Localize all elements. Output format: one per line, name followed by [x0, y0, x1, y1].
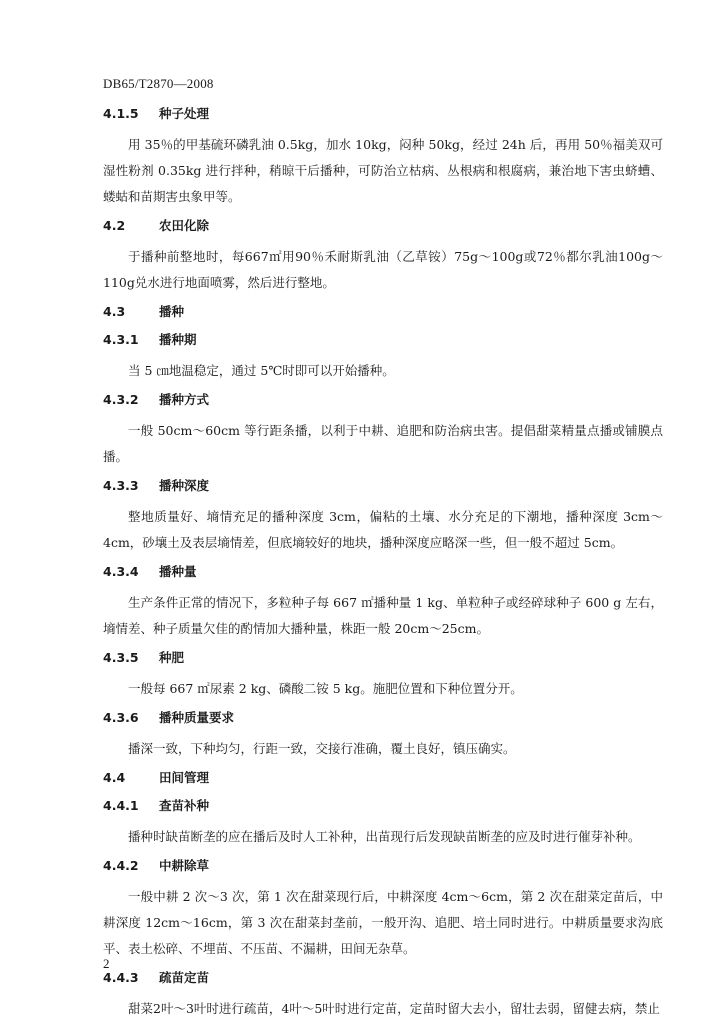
- section-number: 4.2: [103, 218, 126, 233]
- section-title: 播种质量要求: [159, 710, 235, 725]
- section-heading: [103, 796, 663, 815]
- paragraph: 甜菜2叶～3叶时进行疏苗，4叶～5叶时进行定苗，定苗时留大去小，留壮去弱，留健去病，禁止: [128, 1001, 660, 1016]
- section-number: 4.3.5: [103, 650, 139, 665]
- paragraph: 于播种前整地时，每667㎡用90％禾耐斯乳油（乙草铵）75g～100g或72％都尔乳油100g～110g兑水进行地面喷雾，然后进行整地。: [103, 249, 663, 290]
- section-title: 种子处理: [159, 106, 210, 121]
- section-title: 播种方式: [159, 392, 210, 407]
- paragraph: 一般中耕 2 次～3 次，第 1 次在甜菜现行后，中耕深度 4cm～6cm，第 2 次在甜菜定苗后，中耕深度 12cm～16cm，第 3 次在甜菜封垄前，一般开沟、追肥、培土同时进行。中耕质量要求沟底平、表土松碎、不埋苗、不压苗、不漏耕，田间无杂草。: [103, 889, 663, 956]
- paragraph: 生产条件正常的情况下，多粒种子每 667 ㎡播种量 1 kg、单粒种子或经碎球种子 600 g 左右，墒情差、种子质量欠佳的酌情加大播种量，株距一般 20cm～25cm。: [103, 595, 663, 636]
- section-number: 4.4.3: [103, 970, 139, 985]
- section-number: 4.4.2: [103, 858, 139, 873]
- section-title: 种肥: [159, 650, 185, 665]
- section-title: 农田化除: [159, 218, 210, 233]
- section-number: 4.3.6: [103, 710, 139, 725]
- section-heading: [103, 856, 663, 875]
- section-number: 4.3.4: [103, 564, 139, 579]
- section-title: 田间管理: [159, 770, 210, 785]
- paragraph: 播深一致，下种均匀，行距一致，交接行准确，覆土良好，镇压确实。: [128, 741, 516, 756]
- section-heading: [103, 330, 663, 349]
- paragraph: 当 5 ㎝地温稳定，通过 5℃时即可以开始播种。: [128, 363, 395, 378]
- paragraph: 播种时缺苗断垄的应在播后及时人工补种，出苗现行后发现缺苗断垄的应及时进行催芽补种。: [128, 829, 641, 844]
- paragraph: 用 35％的甲基硫环磷乳油 0.5kg，加水 10kg，闷种 50kg，经过 24h 后，再用 50％福美双可湿性粉剂 0.35kg 进行拌种，稍晾干后播种，可防治立枯病、丛根病和根腐病，兼治地下害虫蛴螬、蝼蛄和苗期害虫象甲等。: [103, 137, 663, 204]
- document-body: [103, 104, 663, 1028]
- page-number: 2: [103, 956, 110, 971]
- section-heading: [103, 216, 663, 235]
- section-number: 4.3.3: [103, 478, 139, 493]
- paragraph: 一般每 667 ㎡尿素 2 kg、磷酸二铵 5 kg。施肥位置和下种位置分开。: [128, 681, 523, 696]
- section-heading: [103, 648, 663, 667]
- section-heading: [103, 104, 663, 123]
- section-heading: [103, 302, 663, 321]
- section-number: 4.3: [103, 304, 126, 319]
- section-title: 中耕除草: [159, 858, 210, 873]
- section-title: 查苗补种: [159, 798, 210, 813]
- section-heading: [103, 708, 663, 727]
- section-title: 播种: [159, 304, 185, 319]
- section-number: 4.4: [103, 770, 126, 785]
- section-title: 播种期: [159, 332, 197, 347]
- section-number: 4.3.1: [103, 332, 139, 347]
- paragraph: 整地质量好、墒情充足的播种深度 3cm，偏粘的土壤、水分充足的下潮地，播种深度 3cm～4cm，砂壤土及表层墒情差，但底墒较好的地块，播种深度应略深一些，但一般不超过 5cm。: [103, 509, 663, 550]
- section-title: 播种量: [159, 564, 197, 579]
- section-heading: [103, 390, 663, 409]
- section-title: 疏苗定苗: [159, 970, 210, 985]
- section-heading: [103, 768, 663, 787]
- standard-code: DB65/T2870—2008: [103, 76, 214, 91]
- section-title: 播种深度: [159, 478, 210, 493]
- section-number: 4.3.2: [103, 392, 139, 407]
- paragraph: 一般 50cm～60cm 等行距条播，以利于中耕、追肥和防治病虫害。提倡甜菜精量点播或铺膜点播。: [103, 423, 663, 464]
- section-number: 4.4.1: [103, 798, 139, 813]
- section-heading: [103, 968, 663, 987]
- section-number: 4.1.5: [103, 106, 139, 121]
- section-heading: [103, 476, 663, 495]
- section-heading: [103, 562, 663, 581]
